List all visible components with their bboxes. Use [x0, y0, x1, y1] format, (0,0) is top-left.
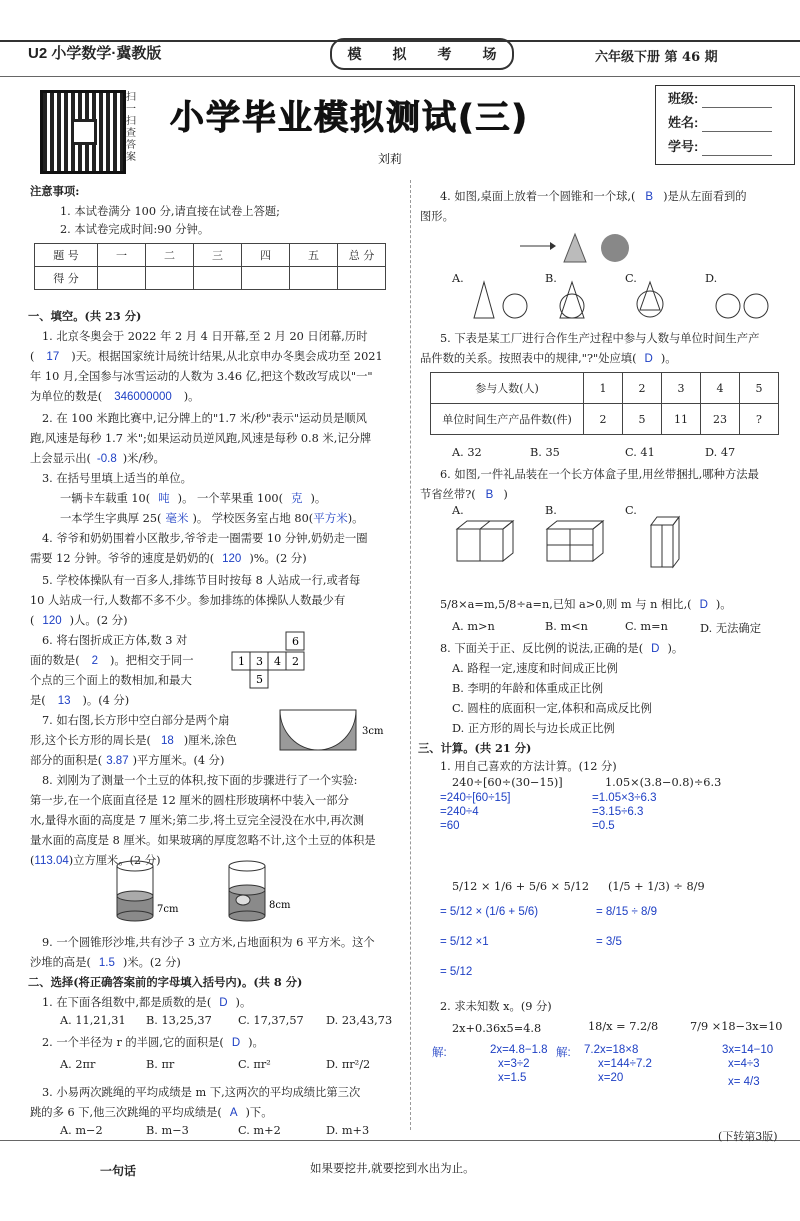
s2-q6: 6. 如图,一件礼品装在一个长方体盒子里,用丝带捆扎,哪种方法最 — [440, 468, 759, 481]
s2-q8-opt-a: A. 路程一定,速度和时间成正比例 — [452, 662, 618, 675]
s2-q7: 5/8×a=m,5/8÷a=n,已知 a>0,则 m 与 n 相比,( D )。 — [440, 598, 732, 611]
s2-q2-opt-d: D. πr²/2 — [326, 1058, 371, 1071]
s2-q3-opt-d: D. m+3 — [326, 1124, 370, 1137]
expr-2-step: =0.5 — [592, 820, 615, 832]
expr-3-step: = 5/12 × (1/6 + 5/6) — [440, 906, 539, 918]
notes-heading: 注意事项: — [30, 184, 80, 198]
s2-q8-opt-c: C. 圆柱的底面积一定,体积和高成反比例 — [452, 702, 652, 715]
cone-sphere-figure — [520, 228, 640, 268]
q3-text: 3. 在括号里填上适当的单位。 — [42, 472, 192, 485]
s2-q4-opt-d: D. — [705, 272, 718, 285]
qr-caption: 扫一扫 查答案 — [126, 92, 136, 163]
expr-1-step: =60 — [440, 820, 460, 832]
equation-3: 7/9 ×18−3x=10 — [690, 1020, 783, 1033]
q3-line1: 一辆卡车载重 10( 吨 )。 一个苹果重 100( 克 )。 — [60, 492, 327, 505]
q5-line3: ( 120 )人。(2 分) — [30, 614, 128, 627]
q5-text: 5. 学校体操队有一百多人,排练节目时按每 8 人站成一行,或者每 — [42, 574, 361, 587]
s2-q6-opt-b: B. — [545, 504, 557, 517]
net-face: 2 — [292, 655, 299, 668]
equation-2-step: 解: — [556, 1047, 571, 1059]
q2-line2: 跑,风速是每秒 1.7 米";如果运动员逆风跑,风速是每秒 0.8 米,记分牌 — [30, 432, 372, 445]
s2-q1-opt-b: B. 13,25,37 — [146, 1014, 212, 1027]
q6-line3: 个点的三个面上的数相加,和最大 — [30, 674, 192, 687]
s3-q1: 1. 用自己喜欢的方法计算。(12 分) — [440, 760, 617, 773]
expr-1-step: =240÷4 — [440, 806, 479, 818]
q2-line3: 上会显示出( -0.8 )米/秒。 — [30, 452, 165, 465]
cube-net-figure — [230, 632, 310, 692]
q7-line3: 部分的面积是( 3.87 )平方厘米。(4 分) — [30, 754, 225, 767]
author: 刘莉 — [378, 152, 403, 166]
banner-char: 考 — [437, 47, 452, 63]
name-field[interactable]: 姓名: — [656, 110, 794, 134]
s2-q6-opt-a: A. — [452, 504, 464, 517]
q8-line3: 水,量得水面的高度是 7 厘米;第二步,将土豆完全浸没在水中,再次测 — [30, 814, 364, 827]
net-face: 1 — [238, 655, 245, 668]
s2-q7-opt-c: C. m=n — [625, 620, 668, 633]
s2-q1-opt-d: D. 23,43,73 — [326, 1014, 393, 1027]
banner — [330, 38, 514, 70]
s2-q5-opt-c: C. 41 — [625, 446, 655, 459]
s2-q2-opt-b: B. πr — [146, 1058, 175, 1071]
section-1-heading: 一、填空。(共 23 分) — [28, 309, 142, 323]
net-face: 4 — [274, 655, 281, 668]
equation-1-step: x=1.5 — [498, 1072, 527, 1084]
expr-4-step: = 8/15 ÷ 8/9 — [596, 906, 657, 918]
q3-line2: 一本学生字典厚 25( 毫米 )。 学校医务室占地 80(平方米)。 — [60, 512, 364, 525]
cup-label: 7cm — [157, 904, 179, 915]
equation-2-step: x=144÷7.2 — [598, 1058, 652, 1070]
s2-q3-opt-b: B. m−3 — [146, 1124, 189, 1137]
s2-q5: 5. 下表是某工厂进行合作生产过程中参与人数与单位时间生产产 — [440, 332, 760, 345]
s2-q5-opt-a: A. 32 — [452, 446, 482, 459]
banner-char: 拟 — [392, 47, 407, 63]
student-info-box — [655, 85, 795, 165]
q9-text: 9. 一个圆锥形沙堆,共有沙子 3 立方米,占地面积为 6 平方米。这个 — [42, 936, 375, 949]
section-3-heading: 三、计算。(共 21 分) — [418, 741, 532, 755]
s2-q4-opt-a: A. — [452, 272, 464, 285]
s2-q3-opt-c: C. m+2 — [238, 1124, 281, 1137]
q1-line4: 为单位的数是( 346000000 )。 — [30, 390, 200, 403]
q2-text: 2. 在 100 米跑比赛中,记分牌上的"1.7 米/秒"表示"运动员是顺风 — [42, 412, 367, 425]
s2-q7-opt-d: D. 无法确定 — [700, 622, 762, 635]
expr-4-step: = 3/5 — [596, 936, 622, 948]
equation-3-step: 3x=14−10 — [722, 1044, 774, 1056]
q1-line2: ( 17 )天。根据国家统计局统计结果,从北京申办冬奥会成功至 2021 — [30, 350, 383, 363]
s2-q5-line2: 品件数的关系。按照表中的规律,"?"处应填( D )。 — [420, 352, 677, 365]
equation-2-step: 7.2x=18×8 — [584, 1044, 639, 1056]
equation-2-step: x=20 — [598, 1072, 624, 1084]
footer-label: 一句话 — [100, 1164, 137, 1178]
s2-q4-opt-c: C. — [625, 272, 637, 285]
section-2-heading: 二、选择(将正确答案前的字母填入括号内)。(共 8 分) — [28, 975, 303, 989]
equation-1-step: 解: — [432, 1047, 447, 1059]
gift-box-figure — [455, 515, 705, 585]
q6-line2: 面的数是( 2 )。把相交于同一 — [30, 654, 194, 667]
expr-2-step: =1.05×3÷6.3 — [592, 792, 657, 804]
net-face: 3 — [256, 655, 263, 668]
s2-q3: 3. 小易两次跳绳的平均成绩是 m 下,这两次的平均成绩比第三次 — [42, 1086, 361, 1099]
note-1: 1. 本试卷满分 100 分,请直接在试卷上答题; — [60, 205, 280, 218]
footer-quote: 如果要挖井,就要挖到水出为止。 — [310, 1161, 475, 1175]
expr-2: 1.05×(3.8−0.8)÷6.3 — [605, 776, 722, 789]
equation-1-step: x=3÷2 — [498, 1058, 530, 1070]
s2-q7-opt-b: B. m<n — [545, 620, 588, 633]
q7-text: 7. 如右图,长方形中空白部分是两个扇 — [42, 714, 230, 727]
expr-1: 240÷[60÷(30−15)] — [452, 776, 563, 789]
q8-text: 8. 刘刚为了测量一个土豆的体积,按下面的步骤进行了一个实验: — [42, 774, 358, 787]
expr-3-step: = 5/12 ×1 — [440, 936, 489, 948]
s2-q8: 8. 下面关于正、反比例的说法,正确的是( D )。 — [440, 642, 684, 655]
equation-1-step: 2x=4.8−1.8 — [490, 1044, 548, 1056]
equation-1: 2x+0.36x5=4.8 — [452, 1022, 542, 1035]
q6-text: 6. 将右图折成正方体,数 3 对 — [42, 634, 188, 647]
equation-3-step: x= 4/3 — [728, 1076, 760, 1088]
s2-q1: 1. 在下面各组数中,都是质数的是( D )。 — [42, 996, 252, 1009]
s2-q3-line2: 跳的多 6 下,他三次跳绳的平均成绩是( A )下。 — [30, 1106, 273, 1119]
s2-q5-opt-d: D. 47 — [705, 446, 736, 459]
s2-q6-opt-c: C. — [625, 504, 637, 517]
q4-text: 4. 爷爷和奶奶围着小区散步,爷爷走一圈需要 10 分钟,奶奶走一圈 — [42, 532, 368, 545]
expr-3: 5/12 × 1/6 + 5/6 × 5/12 — [452, 880, 590, 893]
note-2: 2. 本试卷完成时间:90 分钟。 — [60, 223, 210, 236]
production-table: 参与人数(人) 1 2 3 4 5 单位时间生产产品件数(件) 2 5 11 23 ? — [430, 372, 779, 435]
id-field[interactable]: 学号: — [656, 134, 794, 158]
s2-q1-opt-c: C. 17,37,57 — [238, 1014, 304, 1027]
s3-q2: 2. 求未知数 x。(9 分) — [440, 1000, 552, 1013]
q8-line5: (113.04)立方厘米。(2 分) — [30, 854, 161, 867]
net-face: 5 — [256, 673, 263, 686]
page-title: 小学毕业模拟测试(三) — [170, 98, 530, 138]
expr-3-step: = 5/12 — [440, 966, 473, 978]
q1-text: 1. 北京冬奥会于 2022 年 2 月 4 日开幕,至 2 月 20 日闭幕,历时 — [42, 330, 368, 343]
figure-label: 3cm — [362, 726, 384, 737]
s2-q4: 4. 如图,桌面上放着一个圆锥和一个球,( B )是从左面看到的 — [440, 190, 747, 203]
equation-3-step: x=4÷3 — [728, 1058, 760, 1070]
view-options-figure — [470, 280, 790, 325]
q4-line2: 需要 12 分钟。爷爷的速度是奶奶的( 120 )%。(2 分) — [30, 552, 307, 565]
s2-q8-opt-b: B. 李明的年龄和体重成正比例 — [452, 682, 604, 695]
s2-q2-opt-c: C. πr² — [238, 1058, 271, 1071]
score-table: 题 号 一 二 三 四 五 总 分 得 分 — [34, 243, 386, 290]
equation-2: 18/x = 7.2/8 — [588, 1020, 659, 1033]
s2-q4-opt-b: B. — [545, 272, 557, 285]
s2-q8-opt-d: D. 正方形的周长与边长成正比例 — [452, 722, 615, 735]
s2-q3-opt-a: A. m−2 — [60, 1124, 103, 1137]
sector-rectangle-figure — [280, 710, 400, 755]
continued-note: (下转第3版) — [718, 1130, 778, 1143]
issue-label: 六年级下册 第 46 期 — [595, 50, 718, 65]
s2-q6-line2: 节省丝带?( B ) — [420, 488, 508, 501]
q9-line2: 沙堆的高是( 1.5 )米。(2 分) — [30, 956, 181, 969]
banner-char: 模 — [347, 47, 362, 63]
cups-figure — [115, 860, 315, 930]
s2-q2-opt-a: A. 2πr — [60, 1058, 96, 1071]
s2-q2: 2. 一个半径为 r 的半圆,它的面积是( D )。 — [42, 1036, 264, 1049]
class-field[interactable]: 班级: — [656, 86, 794, 110]
q6-line4: 是( 13 )。(4 分) — [30, 694, 130, 707]
paper-label: U2 小学数学·冀教版 — [28, 45, 162, 62]
qr-code[interactable] — [40, 90, 126, 174]
q8-line4: 量水面的高度是 8 厘米。如果玻璃的厚度忽略不计,这个土豆的体积是 — [30, 834, 376, 847]
banner-char: 场 — [482, 47, 497, 63]
s2-q5-opt-b: B. 35 — [530, 446, 560, 459]
net-face: 6 — [292, 635, 299, 648]
q7-line2: 形,这个长方形的周长是( 18 )厘米,涂色 — [30, 734, 237, 747]
expr-2-step: =3.15÷6.3 — [592, 806, 644, 818]
s2-q1-opt-a: A. 11,21,31 — [60, 1014, 126, 1027]
q5-line2: 10 人站成一行,人数都不多不少。参加排练的体操队人数最少有 — [30, 594, 346, 607]
column-divider — [410, 180, 411, 1130]
expr-1-step: =240÷[60÷15] — [440, 792, 511, 804]
q8-line2: 第一步,在一个底面直径是 12 厘米的圆柱形玻璃杯中装入一部分 — [30, 794, 349, 807]
s2-q7-opt-a: A. m>n — [452, 620, 495, 633]
s2-q4-line2: 图形。 — [420, 210, 454, 223]
expr-4: (1/5 + 1/3) ÷ 8/9 — [608, 880, 705, 893]
cup-label: 8cm — [269, 900, 291, 911]
q1-line3: 年 10 月,全国参与冰雪运动的人数为 3.46 亿,把这个数改写成以"一" — [30, 370, 373, 383]
